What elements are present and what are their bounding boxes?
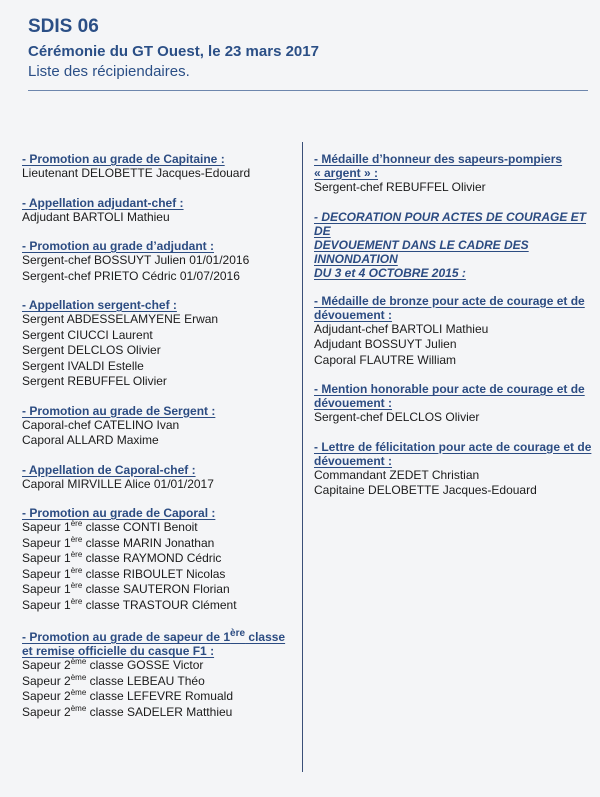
section-title-cont: dévouement : — [314, 453, 393, 468]
decoration-heading-line: DU 3 et 4 OCTOBRE 2015 : — [314, 265, 466, 280]
recipient: Sapeur 1ère classe SAUTERON Florian — [22, 581, 230, 596]
left-section-3 — [22, 239, 297, 284]
section-title: - Lettre de félicitation pour acte de courage et de — [314, 439, 592, 454]
recipient: Lieutenant DELOBETTE Jacques-Edouard — [22, 166, 251, 180]
decoration-heading-line: DEVOUEMENT DANS LE CADRE DES — [314, 237, 529, 252]
left-section-5 — [22, 404, 297, 449]
recipient: Caporal FLAUTRE William — [314, 352, 457, 367]
section-title: - Appellation de Caporal-chef : — [22, 462, 196, 477]
recipient: Adjudant BARTOLI Mathieu — [22, 209, 170, 224]
recipient: Sergent-chef BOSSUYT Julien 01/01/2016 — [22, 253, 250, 267]
ordinal-superscript: ème — [70, 703, 87, 713]
section-title-cont: et remise officielle du casque F1 : — [22, 644, 215, 658]
ordinal-superscript: ère — [70, 565, 83, 575]
section-title: - Médaille de bronze pour acte de courage et de — [314, 293, 585, 308]
recipient: Sergent CIUCCI Laurent — [22, 327, 153, 342]
section-title: - Promotion au grade de Capitaine : — [22, 152, 225, 166]
recipient: Sergent-chef PRIETO Cédric 01/07/2016 — [22, 268, 240, 283]
column-divider — [302, 142, 303, 772]
recipient: Sapeur 1ère classe RIBOULET Nicolas — [22, 565, 226, 581]
recipient: Sapeur 2ème classe LEFEVRE Romuald — [22, 688, 233, 703]
recipient: Sergent DELCLOS Olivier — [22, 343, 161, 357]
header — [28, 16, 319, 82]
left-column — [22, 152, 297, 734]
recipient: Sergent IVALDI Estelle — [22, 358, 144, 373]
recipient: Sergent-chef REBUFFEL Olivier — [314, 180, 486, 194]
recipient: Sapeur 1ère classe RAYMOND Cédric — [22, 550, 222, 565]
recipient: Sergent ABDESSELAMYENE Erwan — [22, 312, 219, 326]
ordinal-superscript: ère — [70, 581, 83, 590]
header-divider — [28, 90, 588, 91]
section-title: - Promotion au grade d’adjudant : — [22, 239, 214, 253]
recipient: Caporal-chef CATELINO Ivan — [22, 417, 180, 432]
recipient: Sapeur 1ère classe CONTI Benoit — [22, 519, 198, 534]
left-section-8 — [22, 627, 297, 720]
recipient: Caporal ALLARD Maxime — [22, 433, 159, 447]
right-section-3 — [314, 294, 594, 369]
decoration-heading-line: INNONDATION — [314, 251, 398, 266]
subtitle: Liste des récipiendaires. — [28, 63, 190, 80]
recipient: Sapeur 1ère classe MARIN Jonathan — [22, 534, 215, 550]
recipient: Adjudant-chef BARTOLI Mathieu — [314, 321, 489, 336]
recipient: Sergent-chef DELCLOS Olivier — [314, 410, 480, 424]
section-title: - Appellation sergent-chef : — [22, 298, 177, 312]
right-section-2 — [314, 210, 594, 280]
section-title: - Médaille d’honneur des sapeurs-pompiers — [314, 152, 563, 166]
left-section-7 — [22, 506, 297, 613]
section-title: - Appellation adjudant-chef : — [22, 195, 184, 210]
recipient: Adjudant BOSSUYT Julien — [314, 337, 457, 351]
recipient: Sapeur 2ème classe GOSSE Victor — [22, 657, 204, 672]
section-title: - Promotion au grade de Caporal : — [22, 506, 216, 520]
org-title: SDIS 06 — [28, 16, 99, 37]
recipient: Sapeur 2ème classe SADELER Matthieu — [22, 703, 233, 719]
recipient: Sapeur 1ère classe TRASTOUR Clément — [22, 596, 237, 612]
recipient: Sapeur 2ème classe LEBEAU Théo — [22, 672, 205, 688]
right-section-5 — [314, 440, 594, 499]
event-title: Cérémonie du GT Ouest, le 23 mars 2017 — [28, 43, 319, 60]
section-title-cont: dévouement : — [314, 307, 393, 322]
right-section-4 — [314, 382, 594, 426]
section-title-cont: dévouement : — [314, 396, 393, 410]
left-section-1 — [22, 152, 297, 182]
ordinal-superscript: ème — [70, 688, 87, 697]
section-title: - Promotion au grade de Sergent : — [22, 403, 216, 418]
ordinal-superscript: ère — [70, 596, 83, 606]
left-section-4 — [22, 298, 297, 390]
left-section-6 — [22, 463, 297, 493]
right-column — [314, 152, 594, 513]
ordinal-superscript: ère — [70, 519, 83, 528]
recipient: Caporal MIRVILLE Alice 01/01/2017 — [22, 476, 214, 491]
ordinal-superscript: ère — [70, 550, 83, 559]
ordinal-superscript: ème — [70, 672, 87, 682]
ordinal-superscript: ère — [230, 628, 246, 639]
recipient: Commandant ZEDET Christian — [314, 467, 480, 482]
section-title: - Promotion au grade de sapeur de 1ère classe — [22, 628, 286, 644]
ordinal-superscript: ère — [70, 534, 83, 544]
left-section-2 — [22, 196, 297, 226]
right-section-1 — [314, 152, 594, 196]
decoration-heading-line: - DECORATION POUR ACTES DE COURAGE ET DE — [314, 209, 587, 238]
ordinal-superscript: ème — [70, 657, 87, 666]
section-title-cont: « argent » : — [314, 166, 379, 180]
section-title: - Mention honorable pour acte de courage et de — [314, 382, 585, 396]
recipient: Sergent REBUFFEL Olivier — [22, 374, 167, 388]
recipient: Capitaine DELOBETTE Jacques-Edouard — [314, 483, 537, 497]
